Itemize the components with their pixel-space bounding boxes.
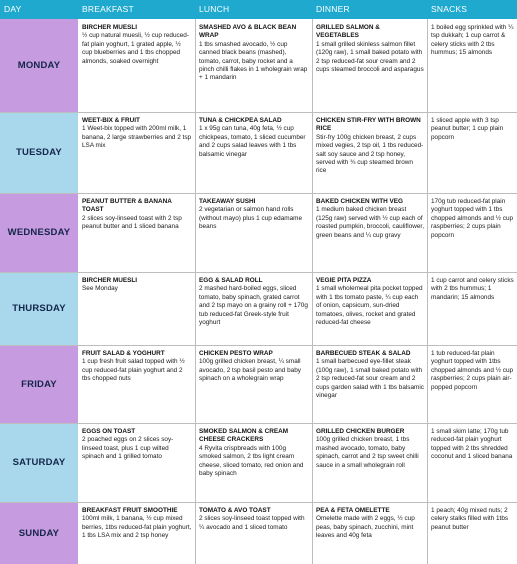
dinner-cell: [312, 19, 427, 112]
row-divider: [0, 272, 517, 273]
meal-description: 1 cup fresh fruit salad topped with ½ cup reduced-fat plain yoghurt and 2 tbs chopped nuts: [82, 358, 185, 383]
breakfast-cell: [78, 19, 195, 112]
header-snacks: SNACKS: [431, 4, 468, 14]
meal-title: CHICKEN STIR-FRY WITH BROWN RICE: [316, 117, 421, 133]
dinner-cell: [312, 193, 427, 272]
dinner-cell: [312, 502, 427, 564]
snacks-cell: [427, 272, 517, 345]
meal-description: 2 slices soy-linseed toast topped with ¼ avocado and 1 sliced tomato: [199, 515, 305, 531]
header-breakfast: BREAKFAST: [82, 4, 134, 14]
breakfast-cell: [78, 193, 195, 272]
meal-description: 1 Weet-bix topped with 200ml milk, 1 banana, 2 large strawberries and 2 tsp LSA mix: [82, 125, 192, 150]
meal-description: 4 Ryvita crispbreads with 100g smoked salmon, 2 tbs light cream cheese, sliced tomato, red onion and baby spinach: [199, 444, 304, 478]
table-row: [0, 423, 517, 502]
day-label: SATURDAY: [0, 423, 78, 502]
meal-title: EGGS ON TOAST: [82, 428, 136, 435]
table-row: [0, 19, 517, 112]
snacks-cell: [427, 193, 517, 272]
day-label: FRIDAY: [0, 345, 78, 423]
day-label: TUESDAY: [0, 112, 78, 193]
day-label: SUNDAY: [0, 502, 78, 564]
meal-description: 2 poached eggs on 2 slices soy-linseed toast, plus 1 cup wilted spinach and 1 grilled tomato: [82, 436, 174, 461]
day-label: WEDNESDAY: [0, 193, 78, 272]
dinner-cell: [312, 112, 427, 193]
lunch-cell: [195, 193, 312, 272]
meal-description: Stir-fry 100g chicken breast, 2 cups mixed vegies, 2 tsp oil, 1 tbs reduced-salt soy sauce and 2 tsp honey, served with ¾ cup steamed brown rice: [316, 133, 424, 175]
meal-title: GRILLED CHICKEN BURGER: [316, 428, 405, 435]
column-divider: [312, 19, 313, 564]
header-day: DAY: [4, 4, 22, 14]
meal-description: 1 x 95g can tuna, 40g feta, ½ cup chickpeas, tomato, 1 sliced cucumber and 2 cups salad leaves with 1 tbs balsamic vinegar: [199, 125, 306, 158]
breakfast-cell: [78, 112, 195, 193]
snacks-cell: [427, 345, 517, 423]
column-divider: [427, 19, 428, 564]
meal-description: 1 small barbecued eye-fillet steak (100g raw), 1 small baked potato with 2 tsp reduced-fat sour cream and 2 cups garden salad with 1 tbs balsamic vinegar: [316, 358, 424, 400]
table-row: [0, 112, 517, 193]
lunch-cell: [195, 345, 312, 423]
row-divider: [0, 193, 517, 194]
meal-title: TAKEAWAY SUSHI: [199, 198, 256, 205]
meal-description: 100g grilled chicken breast, ¼ small avocado, 2 tsp basil pesto and baby spinach on a wholegrain wrap: [199, 358, 301, 383]
lunch-cell: [195, 19, 312, 112]
snacks-cell: [427, 19, 517, 112]
meal-title: SMOKED SALMON & CREAM CHEESE CRACKERS: [199, 428, 289, 444]
meal-description: 100g grilled chicken breast, 1 tbs mashed avocado, tomato, baby spinach, carrot and 2 tsp sweet chilli sauce in a small wholegrain roll: [316, 436, 419, 469]
meal-description: 170g tub reduced-fat plain yoghurt topped with 1 tbs chopped almonds and ½ cup raspberries; 2 cups plain popcorn: [431, 198, 514, 239]
meal-description: 2 slices soy-linseed toast with 2 tsp peanut butter and 1 sliced banana: [82, 214, 182, 231]
row-divider: [0, 345, 517, 346]
meal-title: CHICKEN PESTO WRAP: [199, 350, 273, 357]
dinner-cell: [312, 345, 427, 423]
meal-title: BREAKFAST FRUIT SMOOTHIE: [82, 507, 178, 514]
table-row: [0, 502, 517, 564]
breakfast-cell: [78, 345, 195, 423]
lunch-cell: [195, 423, 312, 502]
row-divider: [0, 112, 517, 113]
meal-title: BIRCHER MUESLI: [82, 24, 138, 31]
meal-title: TOMATO & AVO TOAST: [199, 507, 271, 514]
lunch-cell: [195, 502, 312, 564]
meal-title: PEA & FETA OMELETTE: [316, 507, 390, 514]
meal-title: BAKED CHICKEN WITH VEG: [316, 198, 403, 205]
breakfast-cell: [78, 272, 195, 345]
meal-description: 1 small grilled skinless salmon fillet (120g raw), 1 small baked potato with 2 tsp reduced-fat sour cream and 2 cups steamed broccoli and asparagus: [316, 40, 424, 74]
lunch-cell: [195, 112, 312, 193]
snacks-cell: [427, 502, 517, 564]
meal-description: Omelette made with 2 eggs, ½ cup peas, baby spinach, zucchini, mint leaves and 40g feta: [316, 515, 415, 540]
snacks-cell: [427, 112, 517, 193]
table-row: [0, 272, 517, 345]
meal-title: EGG & SALAD ROLL: [199, 277, 263, 284]
day-label: MONDAY: [0, 19, 78, 112]
meal-description: See Monday: [82, 285, 118, 293]
table-row: [0, 193, 517, 272]
table-header: [0, 0, 517, 19]
row-divider: [0, 423, 517, 424]
row-divider: [0, 502, 517, 503]
day-label: THURSDAY: [0, 272, 78, 345]
meal-description: 1 sliced apple with 3 tsp peanut butter; 1 cup plain popcorn: [431, 117, 504, 141]
meal-description: 1 boiled egg sprinkled with ¼ tsp dukkah; 1 cup carrot & celery sticks with 2 tbs hummus; 15 almonds: [431, 24, 514, 57]
breakfast-cell: [78, 502, 195, 564]
meal-title: SMASHED AVO & BLACK BEAN WRAP: [199, 24, 297, 40]
breakfast-cell: [78, 423, 195, 502]
meal-title: FRUIT SALAD & YOGHURT: [82, 350, 165, 357]
meal-title: PEANUT BUTTER & BANANA TOAST: [82, 198, 172, 214]
meal-description: 100ml milk, 1 banana, ½ cup mixed berries, 1tbs reduced-fat plain yoghurt, 1 tbs LSA mix and 2 tsp honey: [82, 515, 192, 540]
meal-title: GRILLED SALMON & VEGETABLES: [316, 24, 380, 40]
snacks-cell: [427, 423, 517, 502]
meal-title: VEGIE PITA PIZZA: [316, 277, 372, 284]
meal-title: TUNA & CHICKPEA SALAD: [199, 117, 282, 124]
table-row: [0, 345, 517, 423]
column-divider: [195, 19, 196, 564]
meal-description: 1 tbs smashed avocado, ½ cup canned black beans (mashed), tomato, carrot, baby rocket and a pinch chilli flakes in 1 wholegrain wrap + 1 mandarin: [199, 40, 308, 82]
meal-description: 1 tub reduced-fat plain yoghurt topped with 1tbs chopped almonds and ½ cup raspberries; 2 cups plain air-popped popcorn: [431, 350, 514, 391]
meal-title: BIRCHER MUESLI: [82, 277, 138, 284]
meal-description: 1 small wholemeal pita pocket topped with 1 tbs tomato paste, ¼ cup each of onion, capsicum, sun-dried tomatoes, olives, rocket and grated reduced-fat cheese: [316, 285, 423, 327]
meal-title: WEET-BIX & FRUIT: [82, 117, 140, 124]
dinner-cell: [312, 272, 427, 345]
meal-title: BARBECUED STEAK & SALAD: [316, 350, 411, 357]
meal-description: ½ cup natural muesli, ½ cup reduced-fat plain yoghurt, 1 grated apple, ½ cup blueberries and 1 tbs chopped almonds, soaked overnight: [82, 32, 189, 65]
header-dinner: DINNER: [316, 4, 350, 14]
meal-description: 1 cup carrot and celery sticks with 2 tbs hummus; 1 mandarin; 15 almonds: [431, 277, 514, 301]
meal-description: 1 medium baked chicken breast (125g raw) served with ½ cup each of roasted pumpkin, broccoli, cauliflower, green beans and ¼ cup gravy: [316, 206, 424, 239]
lunch-cell: [195, 272, 312, 345]
header-lunch: LUNCH: [199, 4, 230, 14]
meal-description: 1 small skim latte; 170g tub reduced-fat plain yoghurt topped with 2 tbs shredded coconut and 1 sliced banana: [431, 428, 513, 461]
meal-description: 2 mashed hard-boiled eggs, sliced tomato, baby spinach, grated carrot and 2 tsp mayo on a grainy roll + 170g tub reduced-fat Greek-style fruit yoghurt: [199, 285, 308, 327]
dinner-cell: [312, 423, 427, 502]
meal-description: 2 vegetarian or salmon hand rolls (without mayo) plus 1 cup edamame beans: [199, 206, 303, 231]
meal-description: 1 peach; 40g mixed nuts; 2 celery stalks filled with 1tbs peanut butter: [431, 507, 509, 531]
